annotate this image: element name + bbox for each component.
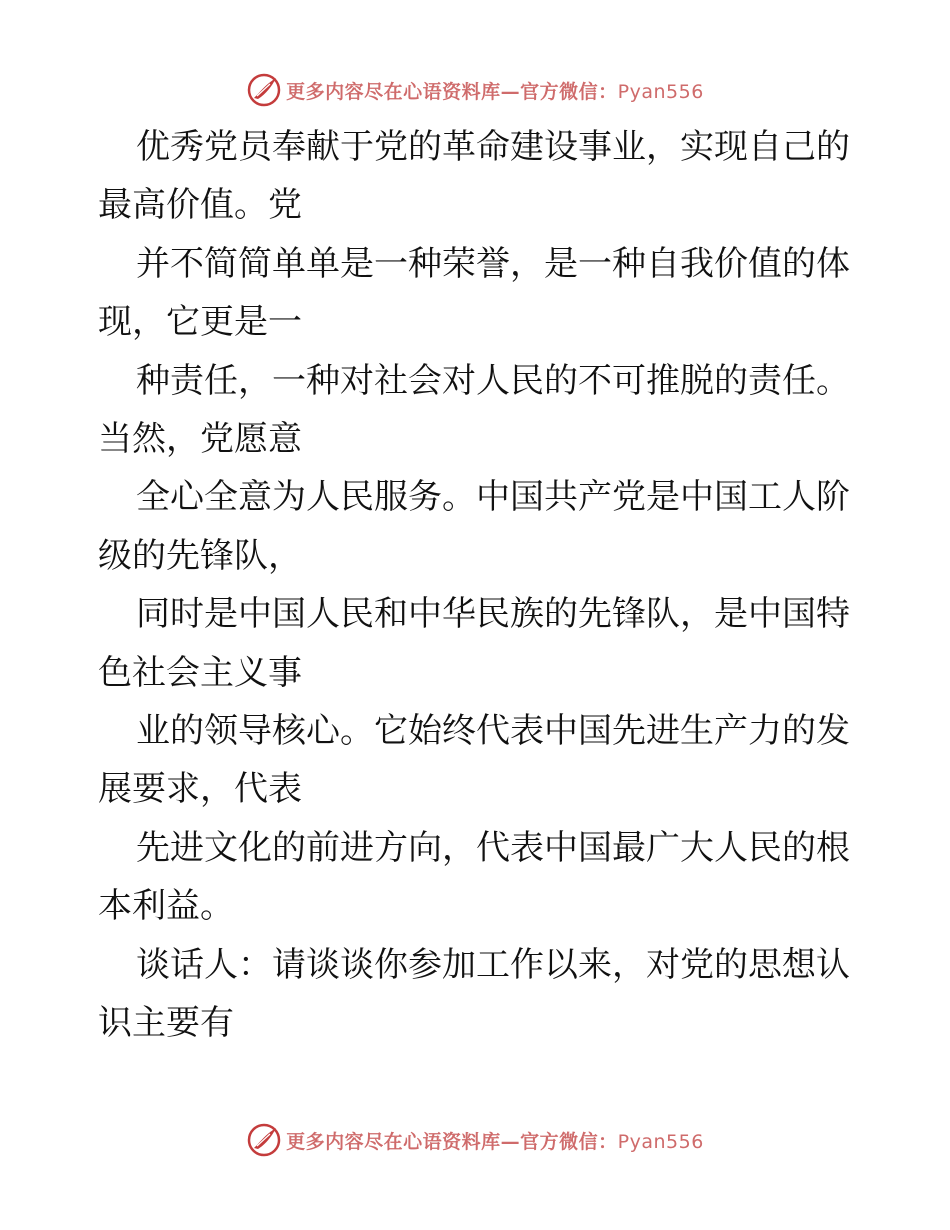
banner-text: 更多内容尽在心语资料库—官方微信：Pyan556 (286, 1130, 704, 1153)
banner-text: 更多内容尽在心语资料库—官方微信：Pyan556 (286, 80, 704, 103)
paragraph: 同时是中国人民和中华民族的先锋队，是中国特色社会主义事 (98, 594, 850, 693)
paragraph: 全心全意为人民服务。中国共产党是中国工人阶级的先锋队， (98, 477, 850, 576)
quill-logo-icon (246, 72, 282, 108)
paragraph: 种责任，一种对社会对人民的不可推脱的责任。当然，党愿意 (98, 360, 850, 460)
paragraph: 优秀党员奉献于党的革命建设事业，实现自己的最高价值。党 (98, 127, 850, 226)
footer-banner (0, 1120, 950, 1160)
paragraph: 并不简简单单是一种荣誉，是一种自我价值的体现，它更是一 (98, 243, 850, 343)
quill-logo-icon (246, 1122, 282, 1158)
wechat-id: Pyan556 (617, 1130, 704, 1153)
paragraph: 业的领导核心。它始终代表中国先进生产力的发展要求，代表 (98, 711, 850, 810)
header-banner (0, 70, 950, 110)
paragraph: 先进文化的前进方向，代表中国最广大人民的根本利益。 (98, 827, 850, 927)
wechat-id: Pyan556 (617, 80, 704, 103)
body-text (98, 118, 858, 1053)
paragraph: 谈话人：请谈谈你参加工作以来，对党的思想认识主要有 (98, 944, 850, 1044)
